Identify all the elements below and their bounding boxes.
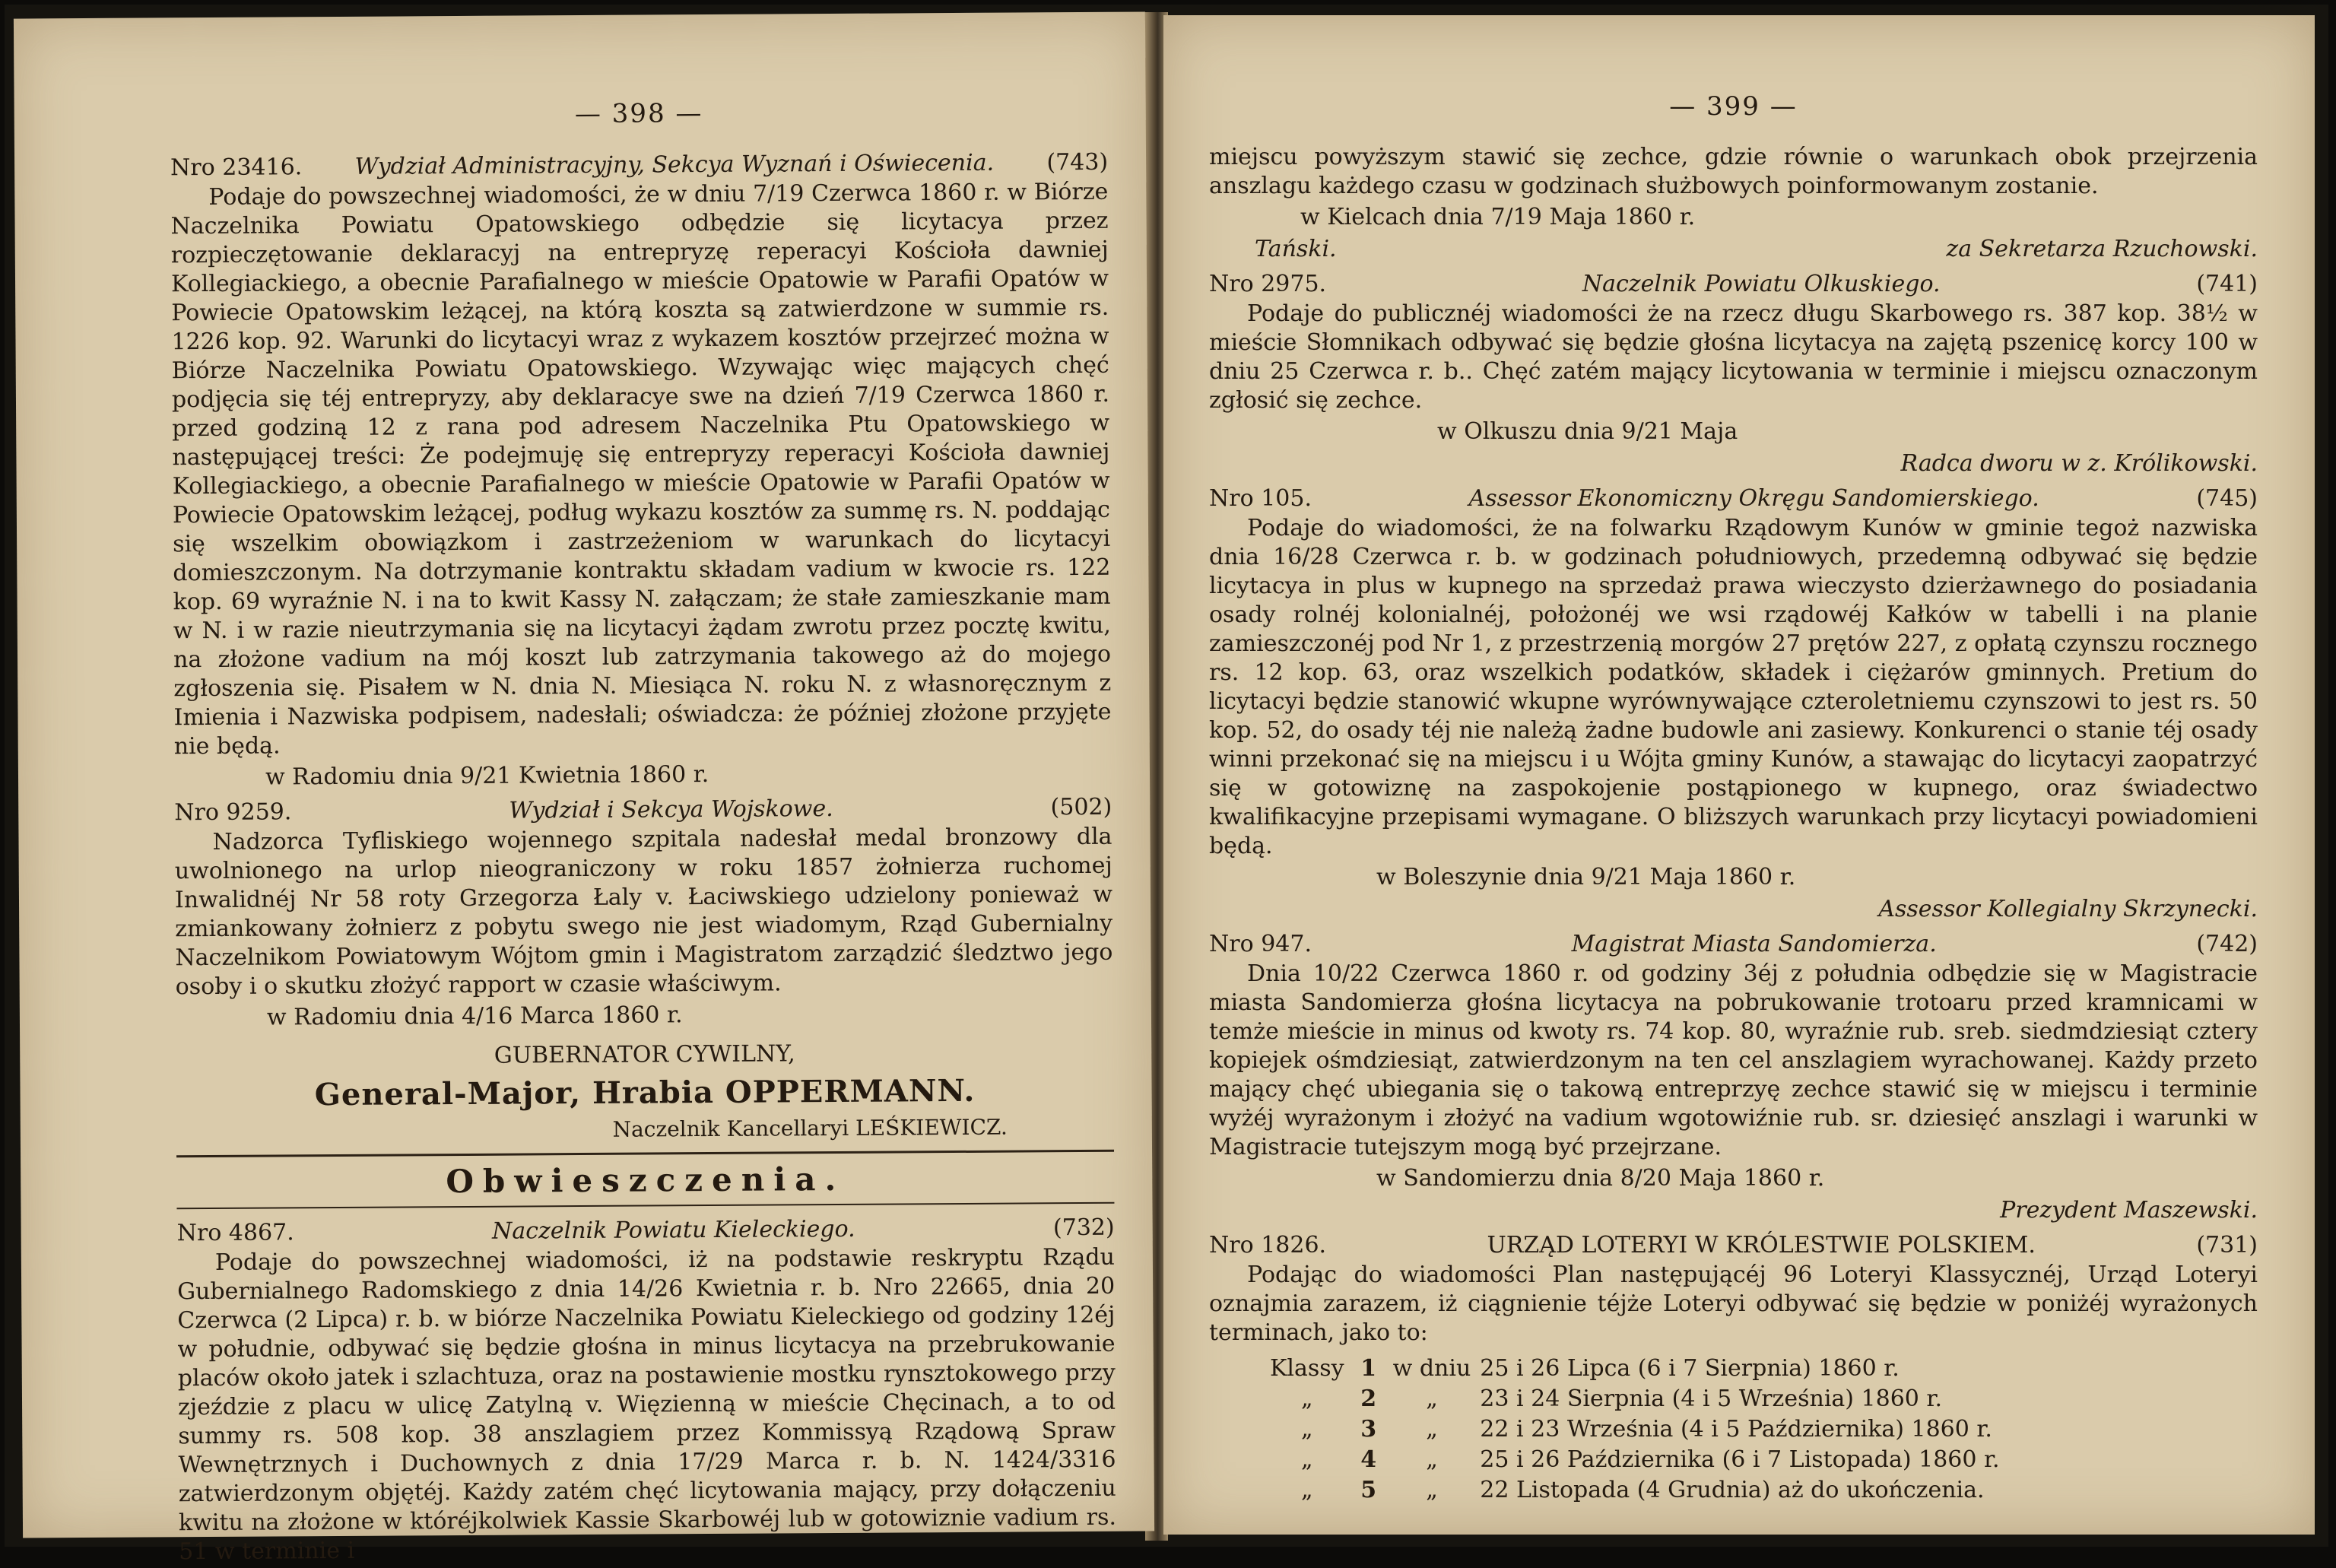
- notice-body: Podaje do publicznéj wiadomości że na rzecz długu Skarbowego rs. 387 kop. 38½ w mieście Słomnikach odbywać się będzie głośna licytacya na zajętą pszenicę korcy 100 w dniu 25 Czerwca r. b.. Chęć zatém mający licytowania w terminie i miejscu oznaczonym zgłosić się zechce.: [1209, 300, 2258, 414]
- notice-number: Nro 2975.: [1209, 271, 1327, 297]
- notice-number: Nro 9259.: [174, 798, 292, 827]
- notice-body: Dnia 10/22 Czerwca 1860 r. od godziny 3éj z południa odbędzie się w Magistracie miasta Sandomierza głośna licytacya na pobrukowanie trotoaru przed kramnicami w temże mieście in minus od kwoty rs. 74 kop. 80, wyraźnie rub. sreb. siedmdziesiąt cztery kopiejek ośmdziesiąt, zatwierdzonym na ten cel anszlagiem wyrachowanej. Każdy przeto mający chęć ubiegania się o takową entreprzyę zechce stawić się w miejscu i terminie wyżéj wyrażonym i złożyć na vadium wgotowiźnie rub. sr. dziesięć anszlagi i warunki w Magistracie tutejszym mogą być przejrzane.: [1209, 960, 2258, 1160]
- notice-signature: Assessor Kollegialny Skrzynecki.: [1878, 896, 2258, 922]
- schedule-prefix: „: [1301, 1446, 1313, 1473]
- notice-department: Naczelnik Powiatu Kieleckiego.: [491, 1215, 855, 1245]
- right-column: [1209, 91, 2258, 1506]
- notice-code: (502): [1050, 793, 1112, 821]
- notice-code: (742): [2196, 931, 2258, 957]
- notice-date: w Sandomierzu dnia 8/20 Maja 1860 r.: [1376, 1165, 1825, 1192]
- schedule-date: 22 i 23 Września (4 i 5 Października) 1860 r.: [1480, 1416, 1992, 1443]
- notice-department: Wydział i Sekcya Wojskowe.: [509, 795, 833, 824]
- governor-name: General-Major, Hrabia OPPERMANN.: [314, 1072, 976, 1113]
- schedule-sep: „: [1426, 1385, 1438, 1412]
- schedule-class: 2: [1360, 1385, 1377, 1412]
- schedule-row: [1209, 1354, 2009, 1384]
- schedule-class: 5: [1360, 1477, 1377, 1503]
- schedule-sep: „: [1426, 1416, 1438, 1443]
- schedule-date: 25 i 26 Października (6 i 7 Listopada) 1860 r.: [1480, 1446, 2000, 1473]
- notice-code: (743): [1046, 148, 1109, 176]
- signature-line: [1209, 234, 2258, 265]
- page-number: — 398 —: [574, 98, 703, 130]
- schedule-class: 4: [1360, 1446, 1377, 1473]
- notice-department: Wydział Administracyjny, Sekcya Wyznań i Oświecenia.: [354, 149, 995, 180]
- schedule-sep: „: [1426, 1477, 1438, 1503]
- notice-header: [1209, 1230, 2258, 1261]
- notice-body: Podaje do powszechnej wiadomości, iż na podstawie reskryptu Rządu Gubernialnego Radomskiego z dnia 14/26 Kwietnia r. b. Nro 22665, dnia 20 Czerwca (2 Lipca) r. b. w biórze Naczelnika Powiatu Kieleckiego od godziny 12éj w południe, odbywać się będzie głośna in minus licytacya na przebrukowanie placów około jatek i szlachtuza, oraz na postawienie mostku rynsztokowego przy zjeździe z placu w ulicę Zatylną v. Więzienną w mieście Chęcinach, a to od summy rs. 508 kop. 38 anszlagiem przez Kommissyą Rządową Spraw Wewnętrznych i Duchownych z dnia 17/29 Marca r. b. N. 1424/3316 zatwierdzonym objętéj. Każdy zatém chęć licytowania mający, przy dołączeniu kwitu na złożone w któréjkolwiek Kassie Skarbowéj lub w gotowiznie vadium rs. 51 w terminie i: [177, 1243, 1117, 1566]
- notice-code: (732): [1052, 1214, 1115, 1242]
- schedule-class: 1: [1360, 1355, 1377, 1382]
- notice-code: (741): [2196, 271, 2258, 297]
- notice-department: Naczelnik Powiatu Olkuskiego.: [1582, 271, 1941, 297]
- notice-department: Assessor Ekonomiczny Okręgu Sandomierskiego.: [1468, 485, 2039, 512]
- notice-signature: Radca dworu w z. Królikowski.: [1900, 450, 2258, 477]
- schedule-date: 22 Listopada (4 Grudnia) aż do ukończenia.: [1480, 1477, 1985, 1503]
- chancellery-signature: Naczelnik Kancellaryi LEŚKIEWICZ.: [612, 1114, 1008, 1142]
- notice-department: Magistrat Miasta Sandomierza.: [1571, 931, 1937, 957]
- schedule-sep: „: [1426, 1446, 1438, 1473]
- signature-right: za Sekretarza Rzuchowski.: [1946, 236, 2258, 262]
- section-title: Obwieszczenia.: [446, 1160, 846, 1201]
- notice-date: w Kielcach dnia 7/19 Maja 1860 r.: [1300, 204, 1696, 230]
- schedule-sep: w dniu: [1392, 1355, 1471, 1382]
- governor-title: GUBERNATOR CYWILNY,: [494, 1040, 795, 1069]
- section-divider: [176, 1150, 1114, 1158]
- schedule-date: 23 i 24 Sierpnia (4 i 5 Września) 1860 r.: [1480, 1385, 1943, 1412]
- notice-body: Podając do wiadomości Plan następującéj 96 Loteryi Klassycznéj, Urząd Loteryi oznajmia zarazem, iż ciągnienie téjże Loteryi odbywać się będzie w poniżéj wyrażonych terminach, jako to:: [1209, 1262, 2258, 1346]
- left-column: [170, 96, 1117, 1566]
- notice-number: Nro 105.: [1209, 485, 1312, 512]
- schedule-date: 25 i 26 Lipca (6 i 7 Sierpnia) 1860 r.: [1480, 1355, 1900, 1382]
- notice-number: Nro 947.: [1209, 931, 1312, 957]
- notice-body: Nadzorca Tyfliskiego wojennego szpitala nadesłał medal bronzowy dla uwolnionego na urlop nieograniczony w roku 1857 żołnierza ruchomej Inwalidnéj Nr 58 roty Grzegorza Łaly v. Łaciwskiego udzielony ponieważ w zmiankowany żołnierz z pobytu swego nie jest wiadomym, Rząd Gubernialny Naczelnikom Powiatowym Wójtom gmin i Magistratom zarządzić śledztwo jego osoby i o skutku złożyć rapport w czasie właściwym.: [174, 823, 1113, 1001]
- page-number: — 399 —: [1669, 91, 1798, 122]
- schedule-class: 3: [1360, 1416, 1377, 1443]
- schedule-prefix: „: [1301, 1477, 1313, 1503]
- notice-date: w Radomiu dnia 9/21 Kwietnia 1860 r.: [265, 760, 709, 791]
- signature-left: Tański.: [1255, 236, 1337, 262]
- left-page: [14, 11, 1154, 1566]
- notice-number: Nro 1826.: [1209, 1232, 1327, 1259]
- notice-signature: Prezydent Maszewski.: [2000, 1197, 2258, 1224]
- schedule-row: [1209, 1414, 2009, 1445]
- notice-code: (745): [2196, 485, 2258, 512]
- notice-number: Nro 23416.: [170, 154, 303, 182]
- schedule-row: [1209, 1475, 2009, 1506]
- notice-date: w Boleszynie dnia 9/21 Maja 1860 r.: [1376, 864, 1796, 890]
- notice-header: [1209, 484, 2258, 514]
- continuation-text: miejscu powyższym stawić się zechce, gdzie równie o warunkach obok przejrzenia anszlagu każdego czasu w godzinach służbowych poinformowanym zostanie.: [1209, 144, 2258, 199]
- schedule-prefix: „: [1301, 1416, 1313, 1443]
- right-page: [1163, 15, 2315, 1535]
- notice-date: w Radomiu dnia 4/16 Marca 1860 r.: [266, 1001, 683, 1031]
- notice-header: [1209, 929, 2258, 960]
- lottery-schedule: [1209, 1354, 2009, 1506]
- notice-code: (731): [2196, 1232, 2258, 1259]
- schedule-row: [1209, 1384, 2009, 1414]
- notice-body: Podaje do wiadomości, że na folwarku Rządowym Kunów w gminie tegoż nazwiska dnia 16/28 Czerwca r. b. w godzinach południowych, przedemną odbywać się będzie licytacya in plus w kupnego na sprzedaż prawa wieczysto dzierżawnego do posiadania osady rolnéj kolonialnéj, położonéj we wsi rządowéj Kałków w tabelli i na planie zamieszczonéj pod Nr 1, z przestrzenią morgów 27 prętów 227, z opłatą czynszu rocznego rs. 12 kop. 63, oraz wszelkich podatków, składek i ciężarów gminnych. Pretium do licytacyi będzie stanowić wkupne wyrównywające czteroletniemu czynszowi to jest rs. 50 kop. 52, do osady téj nie należą żadne budowle ani zasiewy. Konkurenci o stanie téj osady winni przekonać się na miejscu i u Wójta gminy Kunów, a stawając do licytacyi zaopatrzyć się w gotowiznę na zaspokojenie postąpionego w kupnego, oraz świadectwo kwalifikacyjne przepisami wymagane. O bliższych warunkach przy licytacyi powiadomieni będą.: [1209, 515, 2258, 859]
- schedule-prefix: „: [1301, 1385, 1313, 1412]
- notice-header: [1209, 269, 2258, 300]
- notice-department: URZĄD LOTERYI W KRÓLESTWIE POLSKIEM.: [1487, 1232, 2036, 1259]
- notice-date: w Olkuszu dnia 9/21 Maja: [1437, 418, 1738, 445]
- schedule-row: [1209, 1445, 2009, 1475]
- notice-number: Nro 4867.: [176, 1219, 294, 1247]
- book-spread: [5, 5, 2328, 1566]
- notice-body: Podaje do powszechnej wiadomości, że w dniu 7/19 Czerwca 1860 r. w Biórze Naczelnika Powiatu Opatowskiego odbędzie się licytacya przez rozpieczętowanie deklaracyj na entrepryzę reperacyi Kościoła dawniej Kollegiackiego, a obecnie Parafialnego w mieście Opatowie w Parafii Opatów w Powiecie Opatowskim leżącej, na którą koszta są zatwierdzone w summie rs. 1226 kop. 92. Warunki do licytacyi wraz z wykazem kosztów przejrzeć można w Biórze Naczelnika Powiatu Opatowskiego. Wzywając więc mających chęć podjęcia się téj entrepryzy, aby deklaracye swe na dzień 7/19 Czerwca 1860 r. przed godziną 12 z rana pod adresem Naczelnika Ptu Opatowskiego w następującej treści: Że podejmuję się entrepryzy reperacyi Kościoła dawniej Kollegiackiego, a obecnie Parafialnego w mieście Opatowie w Parafii Opatów w Powiecie Opatowskim leżącej, podług wykazu kosztów za summę rs. N. poddając się wszelkim obowiązkom i zastrzeżeniom w warunkach do licytacyi domieszczonym. Na dotrzymanie kontraktu składam vadium w kwocie rs. 122 kop. 69 wyraźnie N. i na to kwit Kassy N. załączam; że stałe zamieszkanie mam w N. i w razie nieutrzymania się na licytacyi żądam zwrotu przez pocztę kwitu, na złożone vadium na mój koszt lub zatrzymania takowego aż do mojego zgłoszenia się. Pisałem w N. dnia N. Miesiąca N. roku N. z własnoręcznym z Imienia i Nazwiska podpisem, nadesłali; oświadcza: że później złożone przyjęte nie będą.: [170, 178, 1112, 760]
- schedule-prefix: Klassy: [1270, 1355, 1344, 1382]
